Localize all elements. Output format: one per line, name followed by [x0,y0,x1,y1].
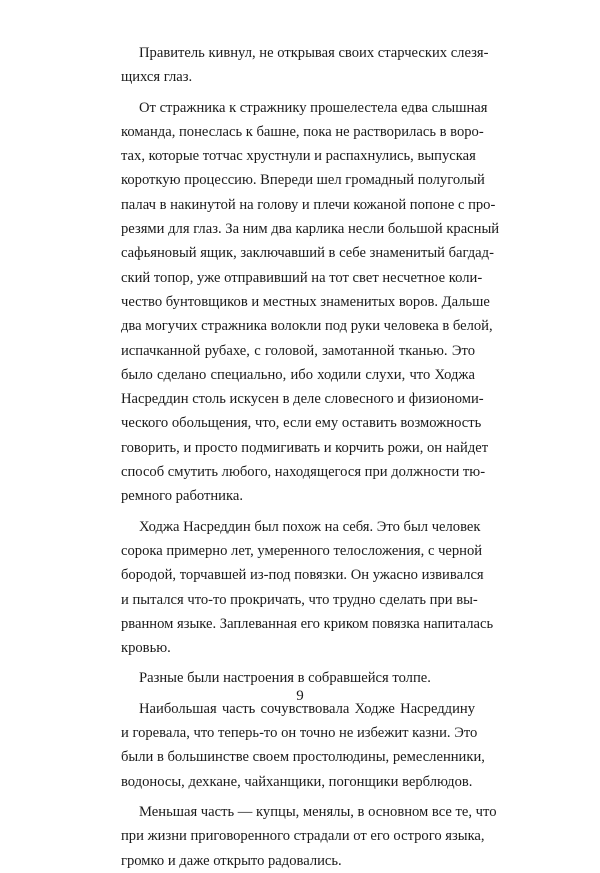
text-line: громко и даже открыто радовались. [121,852,342,869]
text-line: бородой, торчавшей из-под повязки. Он ужасно извивался [121,567,484,584]
text-line: ремного работника. [121,488,243,505]
text-line: палач в накинутой на голову и плечи кожаной попоне с про- [121,196,496,213]
text-line: два могучих стражника волокли под руки человека в белой, [121,318,493,335]
text-line: говорить, и просто подмигивать и корчить рожи, он найдет [121,439,489,456]
text-line: чество бунтовщиков и местных знаменитых воров. Дальше [121,293,490,310]
text-line: Ходжа Насреддин был похож на себя. Это был человек [139,518,481,535]
text-line: ческого обольщения, что, если ему оставить возможность [121,415,482,432]
text-line: при жизни приговоренного страдали от его острого языка, [121,828,485,845]
text-line: рванном языке. Заплеванная его криком повязка напиталась [121,615,494,632]
paragraph-3 [121,515,494,661]
text-line: Разные были настроения в собравшейся толпе. [139,670,431,687]
body-text [121,41,500,873]
text-line: От стражника к стражнику прошелестела едва слышная [139,99,488,116]
text-line: были в большинстве своем простолюдины, ремесленники, [121,749,485,766]
text-line: было сделано специально, ибо ходили слухи, что Ходжа [121,366,475,383]
text-line: и пытался что-то прокричать, что трудно сделать при вы- [121,591,478,608]
paragraph-5 [121,697,485,794]
text-line: способ смутить любого, находящегося при должности тю- [121,464,486,481]
text-line: и горевала, что теперь-то он точно не избежит казни. Это [121,725,478,742]
text-line: кровью. [121,640,171,657]
paragraph-1 [121,41,489,90]
text-line: сорока примерно лет, умеренного телосложения, с черной [121,542,483,559]
text-line: водоносы, дехкане, чайханщики, погонщики верблюдов. [121,773,473,790]
text-line: короткую процессию. Впереди шел громадный полуголый [121,172,485,189]
text-line: ский топор, уже отправивший на тот свет несчетное коли- [121,269,483,286]
text-line: испачканной рубахе, с головой, замотанной тканью. Это [121,342,475,359]
page-number: 9 [296,688,304,704]
text-line: щихся глаз. [121,69,193,86]
text-line: сафьяновый ящик, заключавший в себе знаменитый багдад- [121,245,494,262]
text-line: Насреддин столь искусен в деле словесного и физиономи- [121,391,484,408]
text-line: тах, которые тотчас хрустнули и распахнулись, выпуская [121,148,476,165]
text-line: Правитель кивнул, не открывая своих старческих слезя- [139,45,489,61]
text-line: резями для глаз. За ним два карлика несли большой красный [121,221,500,238]
text-line: команда, понеслась к башне, пока не растворилась в воро- [121,123,484,140]
paragraph-2 [121,96,500,509]
text-line: Меньшая часть — купцы, менялы, в основном все те, что [139,803,497,820]
paragraph-6 [121,800,497,873]
text-line: Наибольшая часть сочувствовала Ходже Насреддину [139,700,475,717]
